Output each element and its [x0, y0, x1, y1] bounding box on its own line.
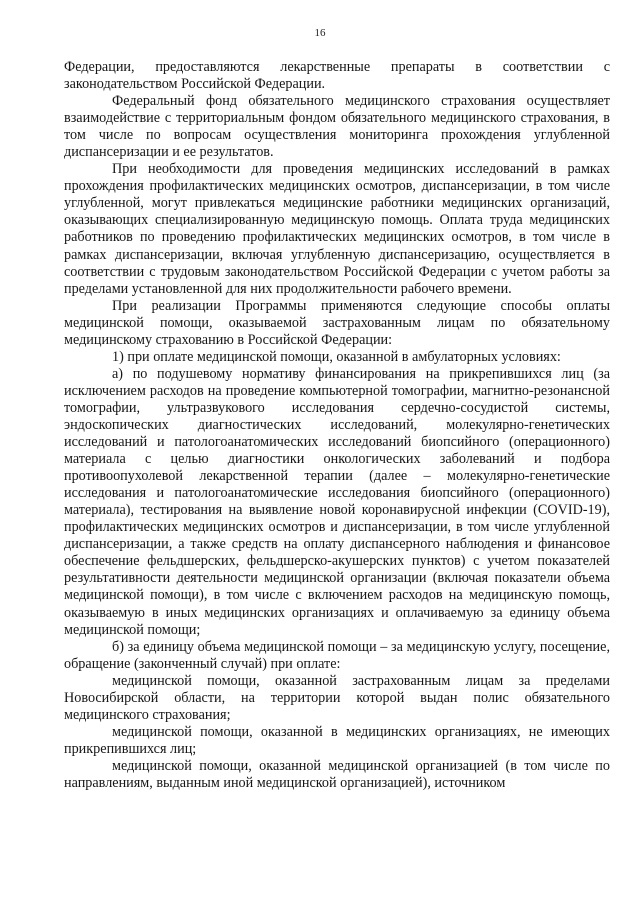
document-body — [64, 59, 610, 792]
list-item: б) за единицу объема медицинской помощи – за медицинскую услугу, посещение, обращение (законченный случай) при оплате: — [64, 638, 610, 672]
paragraph: При необходимости для проведения медицинских исследований в рамках прохождения профилактических медицинских осмотров, диспансеризации, в том числе углубленной, могут привлекаться медицинские работники медицинских организаций, оказывающих специализированную медицинскую помощь. Оплата труда медицинских работников по проведению профилактических медицинских осмотров, в том числе в рамках диспансеризации, включая углубленную диспансеризацию, осуществляется в соответствии с трудовым законодательством Российской Федерации с учетом работы за пределами установленной для них продолжительности рабочего времени. — [64, 161, 610, 297]
list-item: а) по подушевому нормативу финансирования на прикрепившихся лиц (за исключением расходов на проведение компьютерной томографии, магнитно-резонансной томографии, ультразвукового исследования сердечно-сосудистой системы, эндоскопических диагностических исследований, молекулярно-генетических исследований и патологоанатомических исследований биопсийного (операционного) материала с целью диагностики онкологических заболеваний и подбора противоопухолевой лекарственной терапии (далее – молекулярно-генетические исследования и патологоанатомические исследования биопсийного (операционного) материала), тестирования на выявление новой коронавирусной инфекции (COVID-19), профилактических медицинских осмотров и диспансеризации, в том числе углубленной диспансеризации, а также средств на оплату диспансерного наблюдения и финансовое обеспечение фельдшерских, фельдшерско-акушерских пунктов) с учетом показателей результативности деятельности медицинской организации (включая показатели объема медицинской помощи), в том числе с включением расходов на медицинскую помощь, оказываемую в иных медицинских организациях и оплачиваемую за единицу объема медицинской помощи; — [64, 365, 610, 638]
page-number: 16 — [314, 27, 326, 39]
list-item: 1) при оплате медицинской помощи, оказанной в амбулаторных условиях: — [112, 348, 561, 365]
list-item: медицинской помощи, оказанной застрахованным лицам за пределами Новосибирской области, на территории которой выдан полис обязательного медицинского страхования; — [64, 672, 610, 723]
list-item: медицинской помощи, оказанной в медицинских организациях, не имеющих прикрепившихся лиц; — [64, 723, 610, 757]
paragraph: Федеральный фонд обязательного медицинского страхования осуществляет взаимодействие с территориальным фондом обязательного медицинского страхования, в том числе по вопросам осуществления мониторинга прохождения углубленной диспансеризации и ее результатов. — [64, 93, 610, 161]
paragraph: При реализации Программы применяются следующие способы оплаты медицинской помощи, оказываемой застрахованным лицам по обязательному медицинскому страхованию в Российской Федерации: — [64, 297, 610, 348]
list-item: медицинской помощи, оказанной медицинской организацией (в том числе по направлениям, выданным иной медицинской организацией), источником — [64, 757, 610, 791]
paragraph: Федерации, предоставляются лекарственные препараты в соответствии с законодательством Российской Федерации. — [64, 59, 610, 93]
